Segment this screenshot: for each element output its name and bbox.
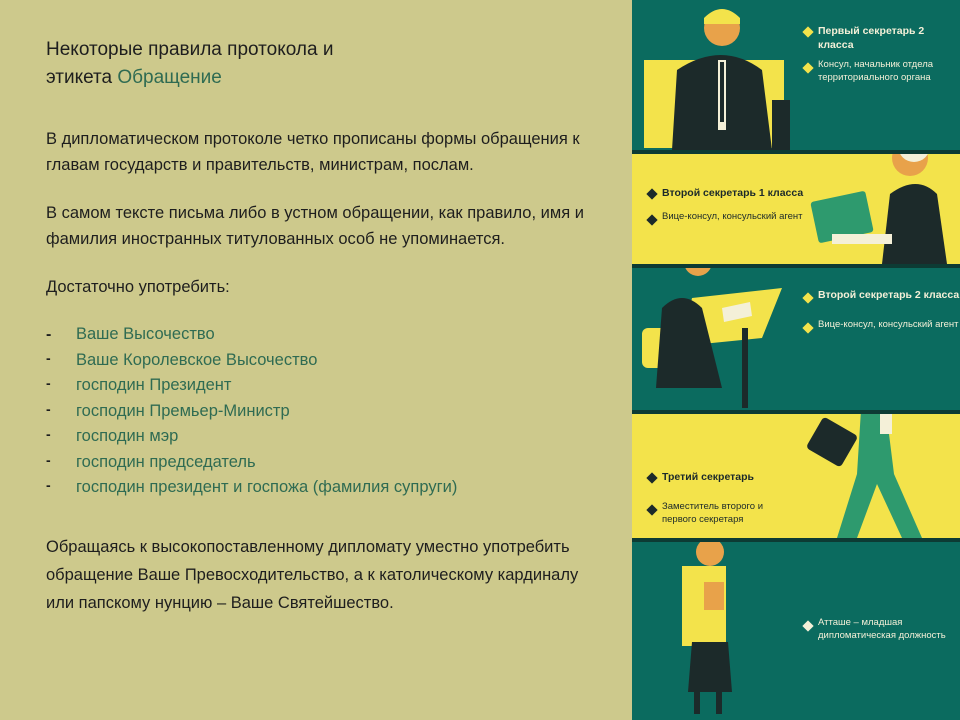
closing-paragraph: Обращаясь к высокопоставленному дипломату уместно употребить обращение Ваше Превосходительство, а к католическому кардиналу или папскому нунцию – Ваше Святейшество. (46, 537, 579, 612)
rank-1-title: Первый секретарь 2 класса (818, 25, 925, 51)
rank-3-desc: Вице-консул, консульский агент (818, 319, 959, 330)
infographic-row-3 (632, 268, 960, 410)
slide-title (46, 36, 604, 92)
infographic-row-1 (632, 0, 960, 150)
title-highlight: Обращение (117, 67, 222, 88)
title-line2-prefix: этикета (46, 67, 118, 88)
rank-1-desc: Консул, начальник отдела территориального органа (818, 59, 934, 83)
infographic-panel (632, 0, 960, 720)
rank-4-desc: Заместитель второго и первого секретаря (662, 501, 764, 525)
list-item: - Ваше Королевское Высочество (46, 349, 318, 369)
paragraph-2: В самом тексте письма либо в устном обращении, как правило, имя и фамилия иностранных титулованных особ не упоминается. (46, 204, 584, 248)
list-item: - господин Премьер-Министр (46, 400, 290, 420)
infographic-row-2 (632, 154, 960, 264)
rank-2-desc: Вице-консул, консульский агент (662, 211, 803, 222)
rank-3-title: Второй секретарь 2 класса (818, 289, 960, 301)
title-line1: Некоторые правила протокола и (46, 39, 334, 60)
list-item: - господин председатель (46, 451, 256, 471)
rank-2-title: Второй секретарь 1 класса (662, 187, 804, 199)
infographic-row-5 (632, 542, 960, 720)
paragraph-1: В дипломатическом протоколе четко прописаны формы обращения к главам государств и правительств, министрам, послам. (46, 130, 580, 174)
list-item: - Ваше Высочество (46, 325, 215, 343)
rank-4-title: Третий секретарь (662, 471, 754, 483)
list-item: - господин президент и госпожа (фамилия супруги) (46, 477, 458, 496)
rank-5-desc: Атташе – младшая дипломатическая должность (818, 617, 946, 641)
paragraph-3: Достаточно употребить: (46, 278, 230, 296)
list-item: - господин мэр (46, 426, 179, 445)
infographic-row-4 (632, 414, 960, 538)
address-forms-list (46, 322, 604, 501)
list-item: - господин Президент (46, 375, 232, 394)
official-laptop-illustration (632, 154, 960, 264)
